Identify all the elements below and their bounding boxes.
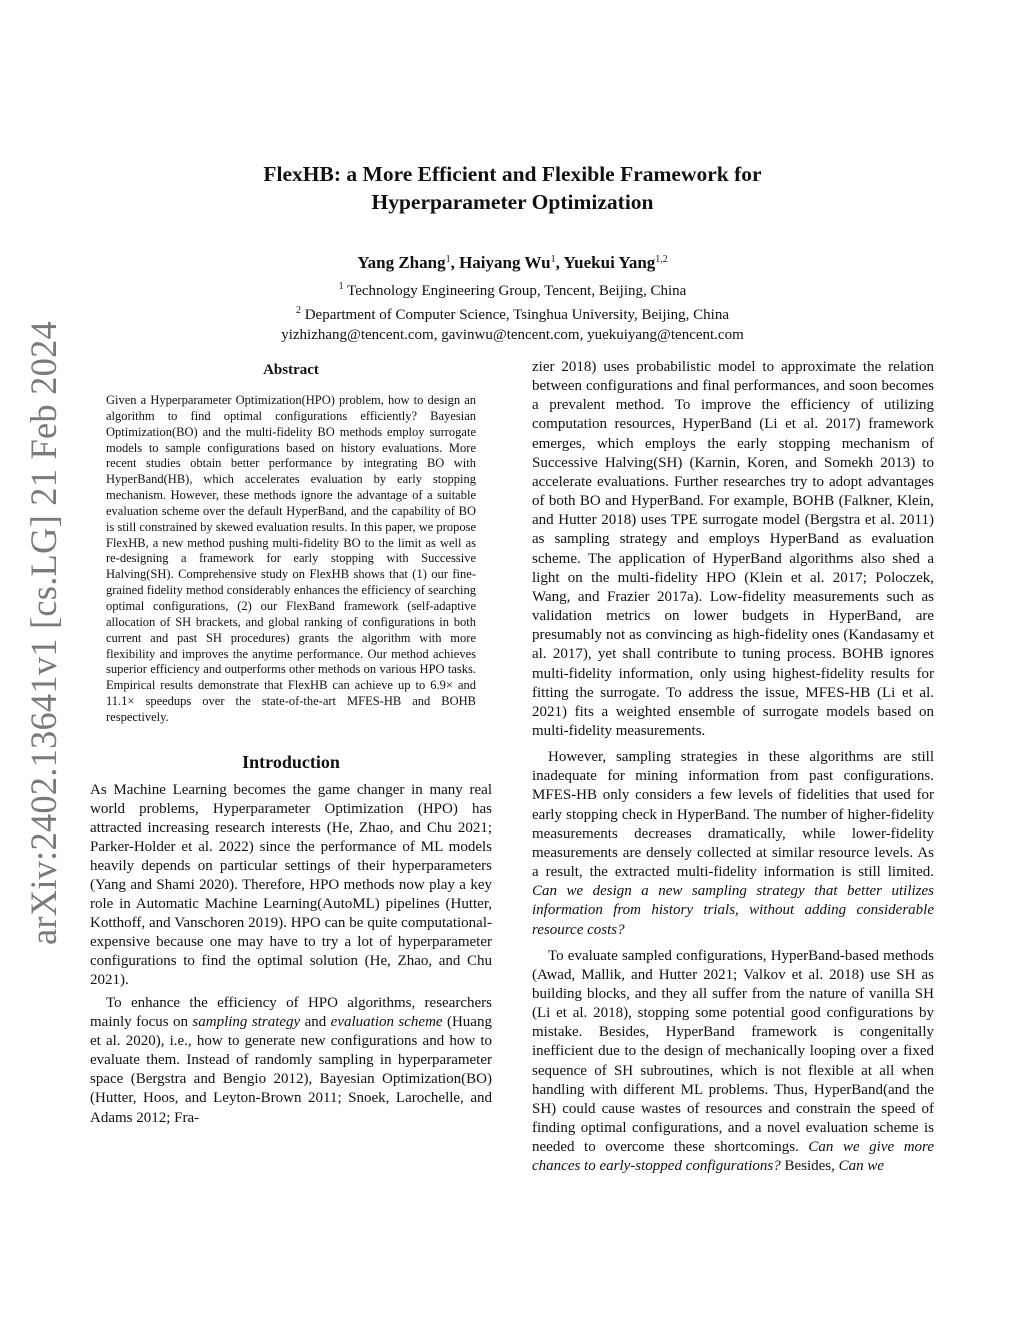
text-run: To evaluate sampled configurations, HyperBand-based methods (Awad, Mallik, and Hutter 2021; Valkov et al. 2018) use SH as building blocks, and they all suffer from the nature of vanilla SH (Li et al. 2018), stopping some potential good configurations by mistake. Besides, HyperBand framework is congenitally inefficient due to the design of mechanically looping over a fixed sequence of SH subroutines, which is not flexible at all when handling with different ML problems. Thus, HyperBand(and the SH) could cause wastes of resources and constrain the speed of finding optimal configurations, and a novel evaluation scheme is needed to overcome these shortcomings. <box>532 947 934 1156</box>
intro-paragraph-2 <box>90 994 492 1127</box>
right-paragraph-1: zier 2018) uses probabilistic model to approximate the relation between configurations and final performances, and soon becomes a prevalent method. To improve the efficiency of utilizing computation resources, HyperBand (Li et al. 2017) framework emerges, which employs the early stopping mechanism of Successive Halving(SH) (Karnin, Koren, and Somekh 2013) to accelerate evaluations. Further researches try to adopt advantages of both BO and HyperBand. For example, BOHB (Falkner, Klein, and Hutter 2018) uses TPE surrogate model (Bergstra et al. 2011) as sampling strategy and employs HyperBand as evaluation scheme. The application of HyperBand algorithms also shed a light on the multi-fidelity HPO (Klein et al. 2017; Poloczek, Wang, and Frazier 2017a). Low-fidelity measurements such as validation metrics on lower budgets in HyperBand, are presumably not as convincing as high-fidelity ones (Kandasamy et al. 2017), yet shall contribute to tuning process. BOHB ignores multi-fidelity information, only using highest-fidelity results for fitting the surrogate. To address the issue, MFES-HB (Li et al. 2021) fits a weighted ensemble of surrogate models based on multi-fidelity measurements. <box>532 359 934 739</box>
text-run: and <box>300 1014 331 1031</box>
emphasis-sampling-strategy: sampling strategy <box>192 1014 301 1031</box>
author-affiliation-mark: 1,2 <box>655 254 668 265</box>
text-run: Besides, <box>780 1158 839 1175</box>
author-name: Haiyang Wu <box>459 253 551 272</box>
paper-header <box>90 160 935 345</box>
affiliation-line <box>90 301 935 325</box>
introduction-heading: Introduction <box>242 751 340 772</box>
affiliations <box>90 277 935 345</box>
author-name: Yang Zhang <box>357 253 446 272</box>
title-line-2: Hyperparameter Optimization <box>371 190 654 214</box>
title-line-1: FlexHB: a More Efficient and Flexible Framework for <box>263 162 762 186</box>
paper-title <box>90 160 935 216</box>
research-question-sampling: Can we design a new sampling strategy that better utilizes information from history trials, without adding considerable resource costs? <box>532 883 934 938</box>
abstract-heading: Abstract <box>263 362 319 378</box>
research-question-early-stopped: Can we give more chances to early-stopped configurations? <box>532 1139 934 1175</box>
abstract-text: Given a Hyperparameter Optimization(HPO) problem, how to design an algorithm to find optimal configurations efficiently? Bayesian Optimization(BO) and the multi-fidelity BO methods employ surrogate models to sample configurations based on history evaluations. More recent studies obtain better performance by integrating BO with HyperBand(HB), which accelerates evaluation by early stopping mechanism. However, these methods ignore the advantage of a suitable evaluation scheme over the default HyperBand, and the capability of BO is still constrained by skewed evaluation results. In this paper, we propose FlexHB, a new method pushing multi-fidelity BO to the limit as well as re-designing a framework for early stopping with Successive Halving(SH). Comprehensive study on FlexHB shows that (1) our fine-grained fidelity method considerably enhances the efficiency of searching optimal configurations, (2) our FlexBand framework (self-adaptive allocation of SH brackets, and global ranking of configurations in both current and past SH procedures) grants the algorithm with more flexibility and improves the anytime performance. Our method achieves superior efficiency and outperforms other methods on various HPO tasks. Empirical results demonstrate that FlexHB can achieve up to 6.9× and 11.1× speedups over the state-of-the-art MFES-HB and BOHB respectively. <box>106 393 476 724</box>
affiliation-mark: 1 <box>338 281 344 292</box>
text-run: To enhance the efficiency of HPO algorithms, researchers mainly focus on <box>90 995 492 1031</box>
research-question-continued: Can we <box>838 1158 885 1175</box>
author-emails: yizhizhang@tencent.com, gavinwu@tencent.com, yuekuiyang@tencent.com <box>281 327 744 343</box>
affiliation-text: Technology Engineering Group, Tencent, Beijing, China <box>347 283 687 299</box>
arxiv-identifier: arXiv:2402.13641v1 [cs.LG] 21 Feb 2024 <box>23 321 64 945</box>
author-list: Yang Zhang$^1$, Haiyang Wu$^1$, Yuekui Yang$^{1,2}$ <box>357 253 668 272</box>
affiliation-text: Department of Computer Science, Tsinghua University, Beijing, China <box>304 307 730 323</box>
author-affiliation-mark: 1 <box>445 254 451 265</box>
emphasis-evaluation-scheme: evaluation scheme <box>330 1014 443 1031</box>
right-paragraph-3 <box>532 947 934 1177</box>
text-run: However, sampling strategies in these algorithms are still inadequate for mining information from past configurations. MFES-HB only considers a few levels of fidelities that used for early stopping check in HyperBand. The number of higher-fidelity measurements decreases dramatically, while lower-fidelity measurements are densely collected at similar resource levels. As a result, the extracted multi-fidelity information is still limited. <box>532 749 934 881</box>
author-name: Yuekui Yang <box>563 253 656 272</box>
right-paragraph-2 <box>532 748 934 940</box>
affiliation-mark: 2 <box>295 305 301 316</box>
right-column <box>532 358 934 1177</box>
left-column <box>90 358 492 1128</box>
intro-paragraph-1: As Machine Learning becomes the game changer in many real world problems, Hyperparameter Optimization (HPO) has attracted increasing research interests (He, Zhao, and Chu 2021; Parker-Holder et al. 2022) since the performance of ML models heavily depends on particular settings of their hyperparameters (Yang and Shami 2020). Therefore, HPO methods now play a key role in Automatic Machine Learning(AutoML) pipelines (Hutter, Kotthoff, and Vanschoren 2019). HPO can be quite computational-expensive because one may have to try a lot of hyperparameter configurations to find the optimal solution (He, Zhao, and Chu 2021). <box>90 781 492 989</box>
affiliation-line <box>90 277 935 301</box>
author-affiliation-mark: 1 <box>550 254 556 265</box>
text-run: (Huang et al. 2020), i.e., how to generate new configurations and how to evaluate them. Instead of randomly sampling in hyperparameter space (Bergstra and Bengio 2012), Bayesian Optimization(BO) (Hutter, Hoos, and Leyton-Brown 2011; Snoek, Larochelle, and Adams 2012; Fra- <box>90 1014 492 1126</box>
